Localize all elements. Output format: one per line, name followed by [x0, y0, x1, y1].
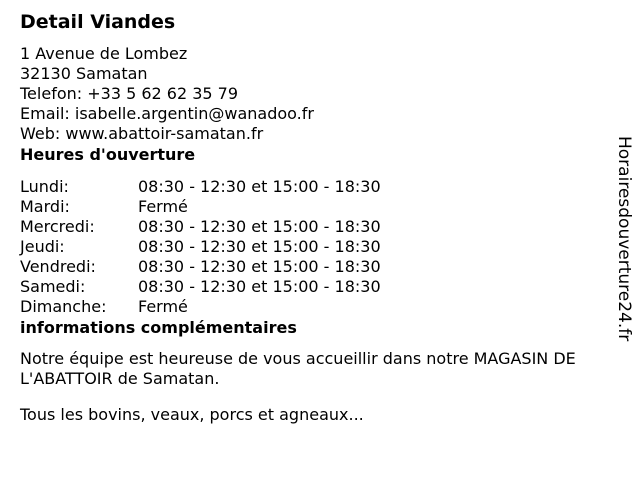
- day-label: Lundi:: [20, 177, 69, 196]
- hours-row-friday: [20, 257, 620, 277]
- additional-info-heading: informations complémentaires: [20, 318, 297, 337]
- day-label: Vendredi:: [20, 257, 96, 276]
- opening-hours-heading: Heures d'ouverture: [20, 145, 196, 164]
- day-hours: 08:30 - 12:30 et 15:00 - 18:30: [138, 217, 381, 236]
- hours-row-monday: [20, 177, 620, 197]
- day-hours: 08:30 - 12:30 et 15:00 - 18:30: [138, 177, 381, 196]
- day-label: Mercredi:: [20, 217, 95, 236]
- address-city: 32130 Samatan: [20, 64, 148, 83]
- phone-text: Telefon: +33 5 62 62 35 79: [20, 84, 239, 103]
- hours-row-wednesday: [20, 217, 620, 237]
- hours-row-sunday: [20, 297, 620, 317]
- contact-block: [20, 44, 620, 144]
- email-text: Email: isabelle.argentin@wanadoo.fr: [20, 104, 314, 123]
- day-hours: 08:30 - 12:30 et 15:00 - 18:30: [138, 277, 381, 296]
- day-hours: 08:30 - 12:30 et 15:00 - 18:30: [138, 257, 381, 276]
- address-street: 1 Avenue de Lombez: [20, 44, 188, 63]
- info-paragraph-products: Tous les bovins, veaux, porcs et agneaux...: [20, 405, 364, 424]
- business-name: Detail Viandes: [20, 11, 176, 33]
- day-label: Samedi:: [20, 277, 86, 296]
- info-paragraph-welcome: Notre équipe est heureuse de vous accueillir dans notre MAGASIN DE L'ABATTOIR de Samatan.: [20, 349, 576, 388]
- business-detail: [20, 8, 620, 425]
- opening-hours-table: [20, 177, 620, 317]
- site-watermark: Horairesdouverture24.fr: [614, 136, 634, 342]
- day-hours: Fermé: [138, 297, 188, 316]
- web-text: Web: www.abattoir-samatan.fr: [20, 124, 264, 143]
- hours-row-tuesday: [20, 197, 620, 217]
- hours-row-saturday: [20, 277, 620, 297]
- day-label: Jeudi:: [20, 237, 65, 256]
- hours-row-thursday: [20, 237, 620, 257]
- day-label: Dimanche:: [20, 297, 107, 316]
- day-hours: 08:30 - 12:30 et 15:00 - 18:30: [138, 237, 381, 256]
- day-hours: Fermé: [138, 197, 188, 216]
- day-label: Mardi:: [20, 197, 70, 216]
